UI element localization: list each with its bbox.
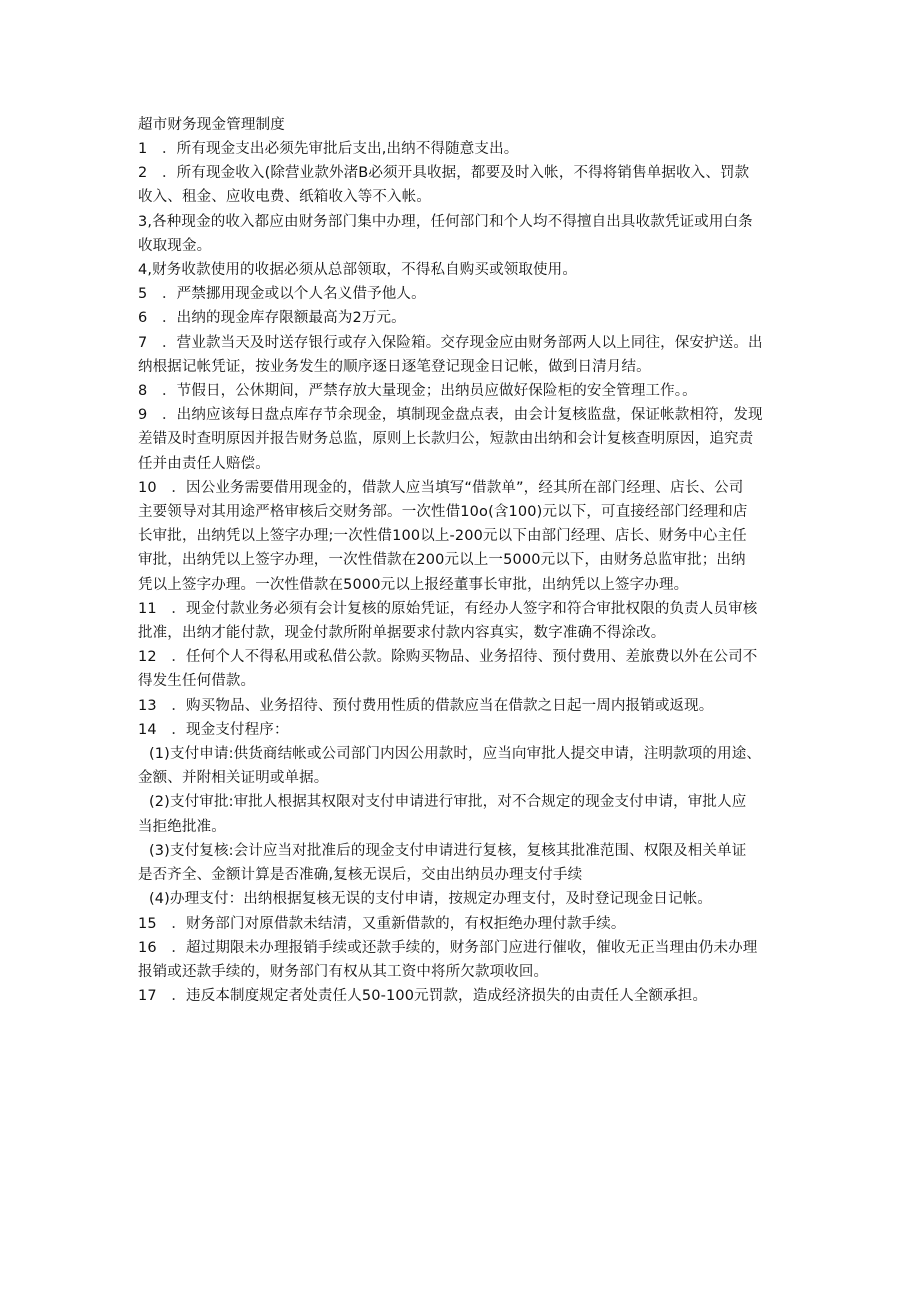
text-line: 审批，出纳凭以上签字办理，一次性借款在200元以上一5000元以下，由财务总监审批；出纳	[138, 552, 746, 569]
text-line: 17 ．违反本制度规定者处责任人50-100元罚款，造成经济损失的由责任人全额承担。	[138, 988, 708, 1005]
text-line: 得发生任何借款。	[138, 673, 256, 690]
text-line: 6 ．出纳的现金库存限额最高为2万元。	[138, 310, 406, 327]
text-line: 9 ．出纳应该每日盘点库存节余现金，填制现金盘点表，由会计复核监盘，保证帐款相符，发现	[138, 407, 763, 424]
document-title: 超市财务现金管理制度	[138, 117, 285, 133]
text-line: 5 ．严禁挪用现金或以个人名义借予他人。	[138, 286, 426, 303]
text-line: 收入、租金、应收电费、纸箱收入等不入帐。	[138, 189, 431, 206]
text-line: 金额、并附相关证明或单据。	[138, 770, 329, 787]
text-line: 长审批，出纳凭以上签字办理;一次性借100以上-200元以下由部门经理、店长、财务中心主任	[138, 528, 747, 545]
text-line: (1)支付申请:供货商结帐或公司部门内因公用款时，应当向审批人提交申请，注明款项的用途、	[149, 746, 762, 763]
text-line: 12 ．任何个人不得私用或私借公款。除购买物品、业务招待、预付费用、差旅费以外在公司不	[138, 649, 758, 666]
text-line: 当拒绝批准。	[138, 818, 226, 835]
text-line: 差错及时查明原因并报告财务总监，原则上长款归公，短款由出纳和会计复核查明原因，追究责	[138, 431, 754, 448]
text-line: (2)支付审批:审批人根据其权限对支付申请进行审批，对不合规定的现金支付申请，审批人应	[149, 794, 747, 811]
text-line: 是否齐全、金额计算是否准确,复核无误后，交由出纳员办理支付手续	[138, 867, 583, 884]
text-line: (4)办理支付：出纳根据复核无误的支付申请，按规定办理支付，及时登记现金日记帐。	[149, 891, 713, 908]
text-line: 14 ．现金支付程序：	[138, 721, 289, 738]
text-line: 主要领导对其用途严格审核后交财务部。一次性借10o(含100)元以下，可直接经部门经理和店	[138, 504, 748, 521]
text-line: 10 ．因公业务需要借用现金的，借款人应当填写“借款单”，经其所在部门经理、店长、公司	[138, 479, 744, 496]
text-line: 凭以上签字办理。一次性借款在5000元以上报经董事长审批，出纳凭以上签字办理。	[138, 576, 689, 593]
text-line: 11 ．现金付款业务必须有会计复核的原始凭证，有经办人签字和符合审批权限的负责人员审核	[138, 600, 758, 617]
text-line: 8 ．节假日，公休期间，严禁存放大量现金；出纳员应做好保险柜的安全管理工作。。	[138, 383, 697, 400]
text-line: 13 ．购买物品、业务招待、预付费用性质的借款应当在借款之日起一周内报销或返现。	[138, 697, 714, 714]
text-line: 3,各种现金的收入都应由财务部门集中办理，任何部门和个人均不得擅自出具收款凭证或用白条	[138, 213, 753, 230]
text-line: 收取现金。	[138, 237, 212, 254]
text-line: 16 ．超过期限未办理报销手续或还款手续的，财务部门应进行催收，催收无正当理由仍未办理	[138, 939, 758, 956]
text-line: 4,财务收款使用的收据必须从总部领取，不得私自购买或领取使用。	[138, 262, 577, 279]
text-line: 批准，出纳才能付款，现金付款所附单据要求付款内容真实，数字准确不得涂改。	[138, 625, 666, 642]
text-line: 纳根据记帐凭证，按业务发生的顺序逐日逐笔登记现金日记帐，做到日清月结。	[138, 358, 651, 375]
text-line: 2 ．所有现金收入(除营业款外渚B必须开具收据，都要及时入帐，不得将销售单据收入、罚款	[138, 165, 750, 182]
text-line: 1 ．所有现金支出必须先审批后支出,出纳不得随意支出。	[138, 141, 519, 157]
text-line: 任并由责任人赔偿。	[138, 455, 270, 472]
document-page	[138, 113, 788, 1008]
text-line: 报销或还款手续的，财务部门有权从其工资中将所欠款项收回。	[138, 963, 549, 980]
text-line: 7 ．营业款当天及时送存银行或存入保险箱。交存现金应由财务部两人以上同往，保安护送。出	[138, 334, 763, 351]
text-line: (3)支付复核:会计应当对批准后的现金支付申请进行复核，复核其批准范围、权限及相关单证	[149, 842, 747, 859]
document-body	[138, 137, 788, 1008]
text-line: 15 ．财务部门对原借款未结清，又重新借款的，有权拒绝办理付款手续。	[138, 915, 626, 932]
